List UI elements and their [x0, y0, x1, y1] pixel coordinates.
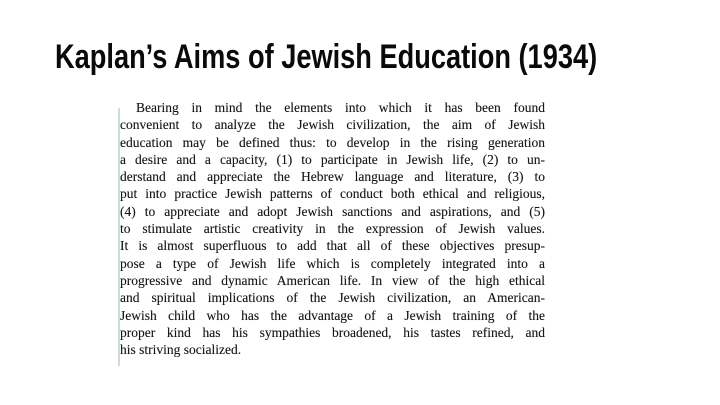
- slide-title: Kaplan’s Aims of Jewish Education (1934): [55, 38, 598, 76]
- scanned-text-block: [120, 99, 545, 358]
- excerpt-line: put into practice Jewish patterns of conduct both ethical and religious,: [120, 186, 545, 202]
- excerpt-line: and spiritual implications of the Jewish civilization, an American-: [120, 290, 545, 306]
- excerpt-line: a desire and a capacity, (1) to participate in Jewish life, (2) to un-: [120, 151, 545, 167]
- excerpt-line: progressive and dynamic American life. In view of the high ethical: [120, 272, 545, 288]
- excerpt-line: It is almost superfluous to add that all of these objectives presup-: [120, 238, 545, 254]
- excerpt-line: derstand and appreciate the Hebrew language and literature, (3) to: [120, 169, 545, 185]
- excerpt-line: Jewish child who has the advantage of a Jewish training of the: [120, 307, 545, 323]
- excerpt-line: his striving socialized.: [120, 342, 242, 358]
- excerpt-line: proper kind has his sympathies broadened, his tastes refined, and: [120, 324, 545, 340]
- excerpt-line: convenient to analyze the Jewish civilization, the aim of Jewish: [120, 117, 545, 133]
- excerpt-line: (4) to appreciate and adopt Jewish sanctions and aspirations, and (5): [120, 203, 545, 219]
- excerpt-line: Bearing in mind the elements into which it has been found: [136, 100, 545, 115]
- excerpt-line: education may be defined thus: to develop in the rising generation: [120, 134, 545, 150]
- excerpt-line: to stimulate artistic creativity in the expression of Jewish values.: [120, 221, 545, 237]
- excerpt-line: pose a type of Jewish life which is completely integrated into a: [120, 255, 545, 271]
